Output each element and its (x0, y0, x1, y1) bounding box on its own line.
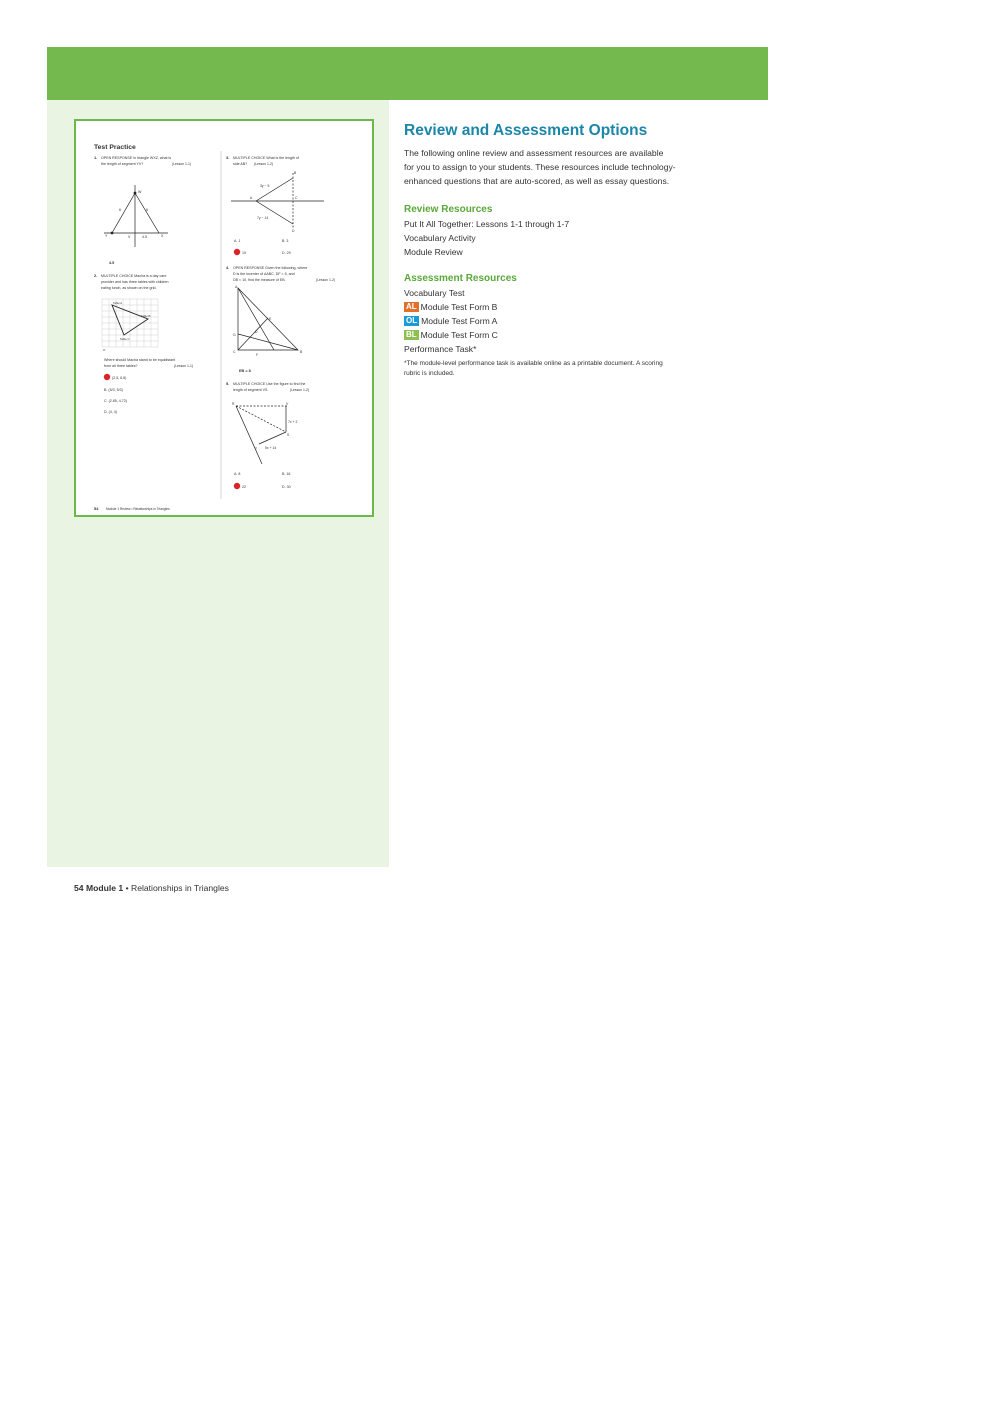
review-item[interactable]: Vocabulary Activity (404, 233, 476, 243)
q4-label-c: C (233, 350, 236, 354)
q3-answer-marker (234, 249, 240, 255)
q2-label-table-b: Table B (141, 314, 151, 318)
q1-lesson: (Lesson 1-1) (172, 162, 192, 166)
q1-text-1: OPEN RESPONSE In triangle WXZ, what is (101, 156, 172, 160)
q5-text-2: length of segment VS. (233, 388, 269, 392)
thumb-footer-page: 54 (94, 506, 99, 511)
review-item[interactable]: Module Review (404, 247, 463, 257)
q4-label-a: A (235, 285, 238, 289)
q5-option-a: A. 8 (234, 472, 241, 476)
q5-label-t: T (255, 447, 258, 451)
q2-text-1: MULTIPLE CHOICE Macha is a day care (101, 274, 167, 278)
q4-text-2: D is the incenter of ΔABC, DF = 5, and (233, 272, 295, 276)
q3-label-top: 3y − 5 (260, 184, 270, 188)
q2-grid (102, 299, 158, 347)
q2-text-3: eating lunch, as shown on the grid. (101, 286, 157, 290)
q3-option-a: A. 1 (234, 239, 241, 243)
footer-module: Module 1 (85, 883, 124, 893)
footer-page-number: 54 (74, 883, 84, 893)
q1-label-six-b: 6 (146, 208, 148, 212)
q5-option-c: 22 (242, 485, 246, 489)
q3-label-d: D (292, 229, 295, 233)
q3-figure (231, 173, 324, 229)
q2-lesson: (Lesson 1-1) (174, 364, 194, 368)
assessment-item-bl[interactable] (404, 328, 744, 342)
assessment-item-ol[interactable] (404, 314, 744, 328)
q3-option-c: 19 (242, 251, 246, 255)
q4-lesson: (Lesson 1-2) (316, 278, 336, 282)
header-band (47, 47, 768, 100)
q4-label-d: D (255, 330, 258, 334)
q4-answer: EB = 8 (239, 369, 251, 373)
q4-label-b: B (300, 350, 303, 354)
q3-option-d: D. 29 (282, 251, 291, 255)
q1-label-six-a: 6 (119, 208, 121, 212)
thumb-title: Test Practice (94, 144, 136, 151)
assessment-item-label: Module Test Form A (421, 316, 498, 326)
q5-label-s: S (287, 433, 290, 437)
q3-text-1: MULTIPLE CHOICE What is the length of (233, 156, 300, 160)
q2-option-b: B. (5/3, 5/3) (104, 388, 123, 392)
page-title: Review and Assessment Options (404, 122, 648, 139)
q3-option-b: B. 3 (282, 239, 289, 243)
q3-label-a: A (250, 196, 253, 200)
review-resources-heading: Review Resources (404, 204, 493, 215)
q2-number: 2. (94, 273, 98, 278)
q3-lesson: (Lesson 1-2) (254, 162, 274, 166)
q5-label-bottom: 5x + 14 (265, 446, 277, 450)
q1-label-w: W (138, 190, 142, 194)
q4-label-f: F (256, 353, 259, 357)
q1-point-y (111, 232, 114, 235)
q5-lesson: (Lesson 1-2) (290, 388, 310, 392)
assessment-item-label: Module Test Form C (420, 330, 498, 340)
q5-option-d: D. 30 (282, 485, 291, 489)
q1-point-w (134, 192, 137, 195)
assessment-item-al[interactable] (404, 300, 744, 314)
assessment-item[interactable]: Vocabulary Test (404, 288, 465, 298)
q1-label-x: X (161, 234, 164, 238)
q1-number: 1. (94, 155, 98, 160)
q4-text-1: OPEN RESPONSE Given the following, where (233, 266, 308, 270)
footer-subtitle: Relationships in Triangles (131, 883, 229, 893)
level-badge-bl: BL (406, 330, 417, 339)
q1-label-y: Y (105, 234, 108, 238)
student-page-thumbnail (74, 119, 374, 517)
q5-label-v: V (286, 402, 289, 406)
page-footer (74, 883, 229, 893)
intro-paragraph: The following online review and assessment resources are available for you to assign to your students. These resources include technology- enhanced questions that are auto-scored, as well as essay questions. (404, 148, 676, 186)
q2-prompt-1: Where should Macha stand to be equidistant (104, 358, 176, 362)
q5-text-1: MULTIPLE CHOICE Use the figure to find the (233, 382, 306, 386)
q1-label-v: V (128, 235, 131, 239)
q2-answer-marker (104, 374, 110, 380)
q1-answer: 4.5 (109, 261, 115, 265)
q4-label-e: E (269, 317, 272, 321)
q3-label-c: C (295, 196, 298, 200)
q5-figure (236, 406, 288, 464)
q3-label-b: B (294, 171, 297, 175)
q2-text-2: provider and has three tables with children (101, 280, 169, 284)
q3-label-bottom: 7y − 14 (257, 216, 269, 220)
thumbnail-drawing (76, 121, 372, 515)
assessment-item[interactable]: Performance Task* (404, 344, 477, 354)
q1-label-val: 4.5 (142, 235, 147, 239)
q5-label-top: 7x + 2 (288, 420, 298, 424)
thumb-footer-text: Module 1 Review • Relationships in Triangles (106, 507, 170, 511)
q2-option-a: (2.5, 6.5) (112, 376, 127, 380)
q4-triangle-figure (238, 288, 298, 350)
assessment-options-panel (404, 122, 744, 379)
assessment-resources-heading: Assessment Resources (404, 273, 517, 284)
q3-number: 3. (226, 155, 230, 160)
q1-text-2: the length of segment YV? (101, 162, 144, 166)
q5-answer-marker (234, 483, 240, 489)
q2-option-d: D. (4, 4) (104, 410, 117, 414)
q4-number: 4. (226, 265, 230, 270)
q5-number: 5. (226, 381, 230, 386)
q5-label-r: R (232, 402, 235, 406)
q2-label-table-c: Table C (120, 337, 130, 341)
q2-option-c: C. (2.85, 4.72) (104, 399, 127, 403)
q1-triangle-figure (104, 185, 168, 247)
q4-label-g: G (233, 333, 236, 337)
q4-text-3: DB = 10, find the measure of EB. (233, 278, 286, 282)
review-item[interactable]: Put It All Together: Lessons 1-1 through 1-7 (404, 219, 570, 229)
level-badge-al: AL (406, 302, 417, 311)
assessment-item-label: Module Test Form B (420, 302, 498, 312)
q2-label-origin: O (103, 348, 106, 352)
level-badge-ol: OL (406, 316, 418, 325)
q2-prompt-2: from all three tables? (104, 364, 138, 368)
footer-separator: • (123, 883, 131, 893)
q5-option-b: B. 16 (282, 472, 291, 476)
q2-label-table-a: Table A (113, 301, 123, 305)
footnote: *The module-level performance task is available online as a printable document. A scoring rubric is included. (404, 360, 663, 377)
q3-text-2: side AB? (233, 162, 248, 166)
